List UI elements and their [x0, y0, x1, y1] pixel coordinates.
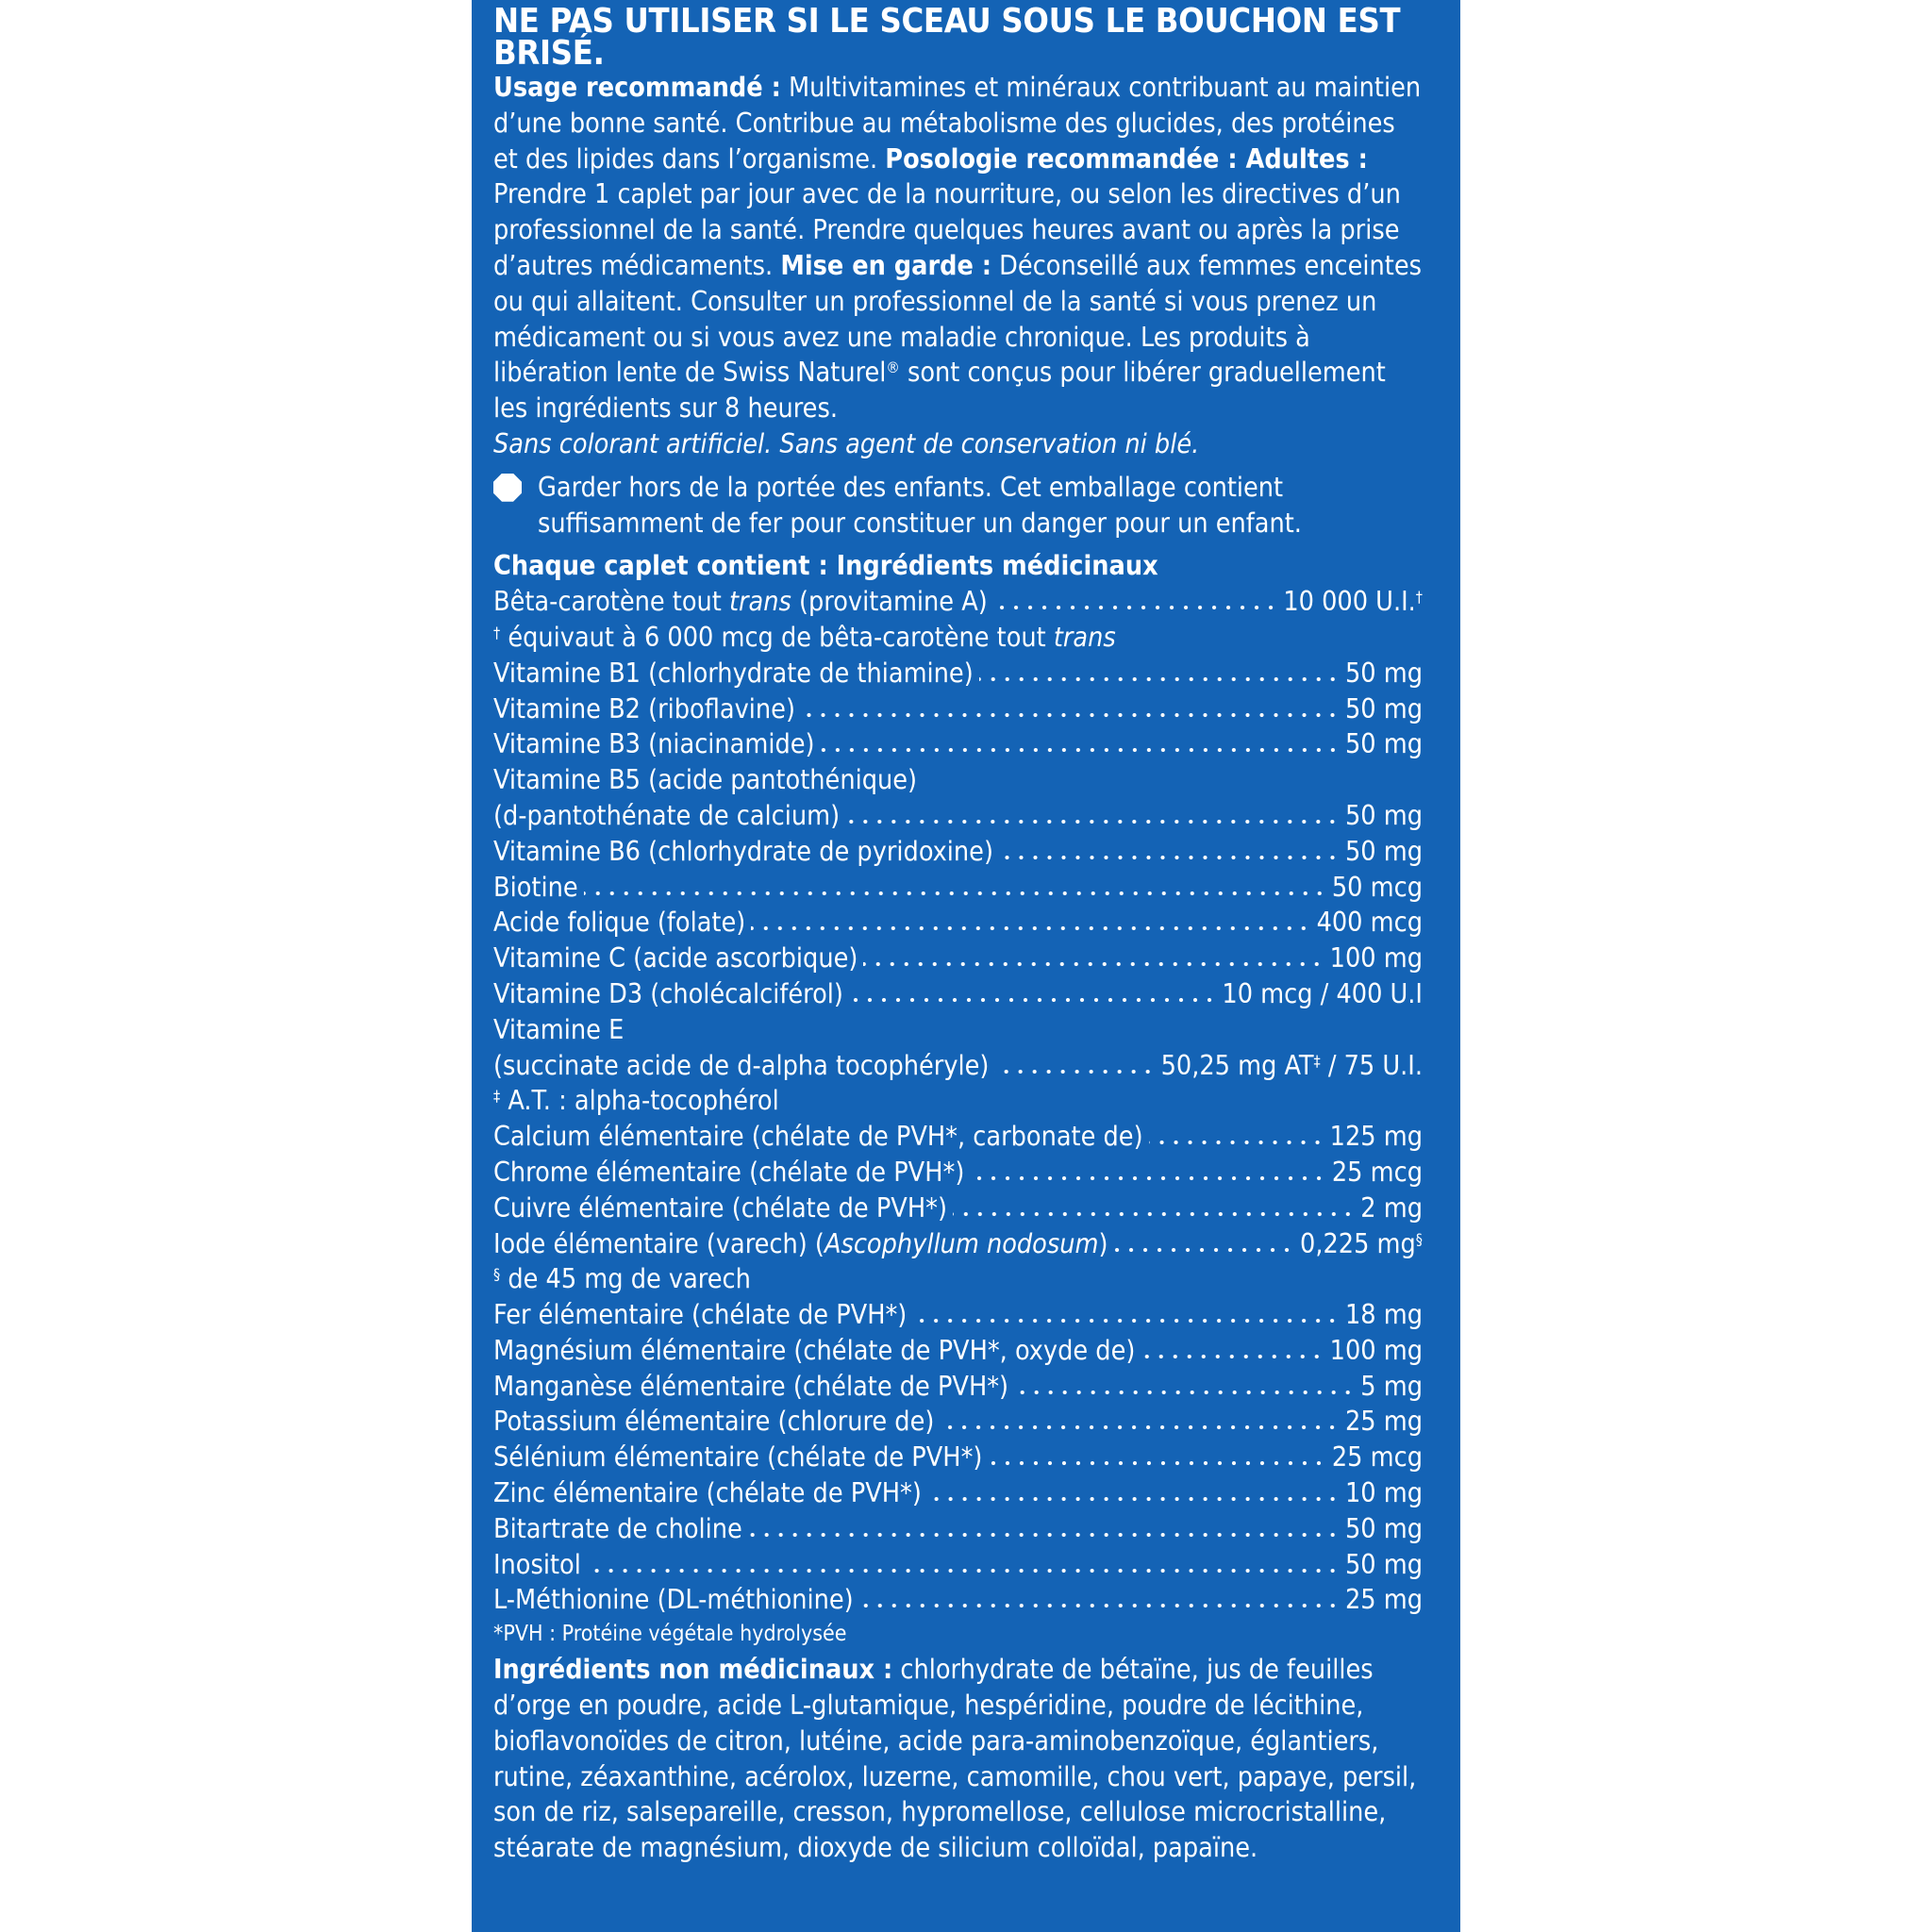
- note-italic: trans: [1053, 621, 1116, 653]
- ingredient-row-biotin: [493, 870, 1423, 906]
- footnote-mark: §: [1415, 1229, 1423, 1248]
- caution-text-end: sont conçus pour libérer graduellement les ingrédients sur 8 heures.: [493, 357, 1386, 425]
- dot-leader: [912, 1318, 1340, 1324]
- ingredient-name-end: (provitamine A): [791, 586, 988, 618]
- dot-leader: [584, 891, 1326, 896]
- usage-label: Usage recommandé :: [493, 72, 781, 103]
- ingredient-amount: 50 mcg: [1331, 871, 1423, 903]
- dot-leader: [748, 1532, 1340, 1538]
- ingredient-name: (succinate acide de d-alpha tocophéryle): [493, 1049, 990, 1081]
- ingredient-name: Calcium élémentaire (chélate de PVH*, carbonate de): [493, 1121, 1143, 1153]
- non-medicinal-ingredients: [493, 1652, 1423, 1866]
- dot-leader: [587, 1568, 1340, 1574]
- note-text: équivaut à 6 000 mcg de bêta-carotène tout: [500, 621, 1054, 653]
- ingredient-name: Vitamine B3 (niacinamide): [493, 728, 815, 760]
- ingredient-row-vitamin-d3: [493, 976, 1423, 1012]
- ingredient-amount: 50 mg: [1344, 1548, 1423, 1580]
- ingredients-heading: Chaque caplet contient : Ingrédients médicinaux: [493, 550, 1158, 582]
- ingredient-name: Vitamine B1 (chlorhydrate de thiamine): [493, 657, 974, 689]
- ingredient-row-iodine: [493, 1226, 1423, 1262]
- ingredient-row-magnesium: [493, 1333, 1423, 1369]
- ingredient-amount: 0,225 mg: [1300, 1227, 1416, 1259]
- dot-leader: [979, 676, 1340, 682]
- dot-leader: [1113, 1247, 1294, 1253]
- registered-mark: ®: [886, 358, 900, 377]
- ingredient-name: Vitamine C (acide ascorbique): [493, 942, 858, 974]
- pvh-footnote: *PVH : Protéine végétale hydrolysée: [493, 1622, 847, 1647]
- ingredient-name: Manganèse élémentaire (chélate de PVH*): [493, 1370, 1009, 1402]
- dot-leader: [849, 997, 1217, 1003]
- ingredient-row-selenium: [493, 1440, 1423, 1475]
- ingredient-amount: 100 mg: [1329, 1334, 1423, 1366]
- directions-block: [493, 70, 1423, 1866]
- ingredient-row-b2: [493, 691, 1423, 727]
- footnote-mark: †: [1415, 588, 1423, 607]
- ingredient-amount: 50 mg: [1344, 692, 1423, 724]
- ingredient-row-vitamin-c: [493, 941, 1423, 976]
- non-medicinal-label: Ingrédients non médicinaux :: [493, 1654, 893, 1686]
- ingredient-row-b1: [493, 656, 1423, 691]
- dot-leader: [993, 605, 1278, 610]
- ingredient-name-italic: Ascophyllum nodosum: [824, 1227, 1099, 1259]
- dot-leader: [1141, 1354, 1324, 1359]
- seal-warning: NE PAS UTILISER SI LE SCEAU SOUS LE BOUCHON EST BRISÉ.: [493, 2, 1401, 73]
- dot-leader: [953, 1211, 1355, 1217]
- beta-carotene-note: [493, 620, 1423, 656]
- ingredients-list: [493, 584, 1423, 1618]
- caution-label: Mise en garde :: [780, 249, 992, 281]
- ingredient-amount: 50 mg: [1344, 835, 1423, 867]
- ingredient-row-chromium: [493, 1155, 1423, 1191]
- ingredient-name: Potassium élémentaire (chlorure de): [493, 1406, 935, 1438]
- free-from-note: Sans colorant artificiel. Sans agent de conservation ni blé.: [493, 427, 1200, 459]
- child-warning: [493, 470, 1423, 541]
- footnote-mark: ‡: [1313, 1051, 1321, 1070]
- ingredient-name: Bitartrate de choline: [493, 1512, 742, 1544]
- ingredient-row-potassium: [493, 1404, 1423, 1440]
- ingredient-name: Inositol: [493, 1548, 581, 1580]
- ingredient-name: Chrome élémentaire (chélate de PVH*): [493, 1156, 965, 1188]
- ingredient-row-copper: [493, 1191, 1423, 1226]
- dot-leader: [845, 819, 1340, 824]
- ingredient-amount: 25 mcg: [1331, 1441, 1423, 1474]
- footnote-mark: ‡: [493, 1087, 501, 1106]
- dot-leader: [988, 1460, 1325, 1466]
- dot-leader: [1014, 1390, 1355, 1395]
- ingredient-row-iron: [493, 1297, 1423, 1333]
- ingredient-amount: 25 mg: [1344, 1406, 1423, 1438]
- ingredient-amount: 2 mg: [1360, 1191, 1423, 1224]
- ingredient-name: (d-pantothénate de calcium): [493, 799, 841, 831]
- dot-leader: [863, 961, 1324, 967]
- ingredient-row-choline: [493, 1511, 1423, 1547]
- note-text: A.T. : alpha-tocophérol: [500, 1085, 779, 1117]
- ingredient-name-end: ): [1098, 1227, 1108, 1259]
- ingredient-row-b6: [493, 834, 1423, 870]
- ingredient-name-italic: trans: [728, 586, 791, 618]
- ingredient-name: Vitamine B6 (chlorhydrate de pyridoxine): [493, 835, 993, 867]
- ingredient-row-beta-carotene: [493, 584, 1423, 620]
- dot-leader: [821, 747, 1340, 753]
- ingredient-amount: 10 mcg / 400 U.I: [1222, 977, 1423, 1009]
- note-text: de 45 mg de varech: [500, 1263, 751, 1295]
- ingredient-amount: 50,25 mg AT: [1160, 1049, 1314, 1081]
- ingredient-name: L-Méthionine (DL-méthionine): [493, 1584, 854, 1616]
- ingredient-amount: 50 mg: [1344, 657, 1423, 689]
- octagon-warning-icon: [493, 474, 522, 502]
- ingredient-row-inositol: [493, 1547, 1423, 1583]
- dosage-text: Prendre 1 caplet par jour avec de la nourriture, ou selon les directives d’un professionnel de la santé. Prendre quelques heures avant ou après la prise d’autres médicaments.: [493, 178, 1401, 281]
- directions-paragraph: [493, 70, 1423, 462]
- ingredient-row-calcium: [493, 1119, 1423, 1155]
- ingredient-name: Bêta-carotène tout: [493, 586, 729, 618]
- ingredient-name: Iode élémentaire (varech) (: [493, 1227, 824, 1259]
- ingredient-name: Sélénium élémentaire (chélate de PVH*): [493, 1441, 983, 1474]
- ingredient-amount: 50 mg: [1344, 728, 1423, 760]
- ingredient-amount: 100 mg: [1329, 942, 1423, 974]
- ingredient-amount-end: / 75 U.I.: [1320, 1049, 1423, 1081]
- dot-leader: [927, 1496, 1340, 1502]
- ingredient-amount: 25 mg: [1344, 1584, 1423, 1616]
- footnote-mark: †: [493, 623, 501, 641]
- ingredient-row-folic-acid: [493, 905, 1423, 941]
- vitamin-e-note: [493, 1083, 1423, 1119]
- caution-text: Déconseillé aux femmes enceintes ou qui allaitent. Consulter un professionnel de la santé si vous prenez un médicament ou si vous avez une maladie chronique. Les produits à libération lente de Swiss Naturel: [493, 249, 1422, 389]
- ingredient-vitamin-e-heading: Vitamine E: [493, 1013, 625, 1045]
- ingredient-name: Vitamine B2 (riboflavine): [493, 692, 795, 724]
- ingredient-b5-heading: Vitamine B5 (acide pantothénique): [493, 764, 918, 796]
- usage-text: Multivitamines et minéraux contribuant au maintien d’une bonne santé. Contribue au métabolisme des glucides, des protéines et des lipides dans l’organisme.: [493, 72, 1422, 175]
- ingredient-name: Acide folique (folate): [493, 907, 746, 939]
- ingredient-row-manganese: [493, 1369, 1423, 1405]
- dot-leader: [1149, 1140, 1324, 1145]
- ingredient-row-b5: [493, 798, 1423, 834]
- ingredient-name: Vitamine D3 (cholécalciférol): [493, 977, 843, 1009]
- ingredient-row-zinc: [493, 1475, 1423, 1511]
- dot-leader: [801, 712, 1340, 718]
- dot-leader: [970, 1175, 1326, 1181]
- ingredient-amount: 18 mg: [1344, 1299, 1423, 1331]
- ingredient-name: Zinc élémentaire (chélate de PVH*): [493, 1477, 922, 1509]
- ingredient-amount: 10 mg: [1344, 1477, 1423, 1509]
- ingredient-name: Fer élémentaire (chélate de PVH*): [493, 1299, 908, 1331]
- ingredient-amount: 125 mg: [1329, 1121, 1423, 1153]
- ingredient-amount: 10 000 U.I.: [1283, 586, 1416, 618]
- dot-leader: [999, 855, 1340, 860]
- ingredient-amount: 400 mcg: [1316, 907, 1423, 939]
- footnote-mark: §: [493, 1265, 501, 1284]
- dot-leader: [751, 925, 1310, 931]
- non-medicinal-text: chlorhydrate de bétaïne, jus de feuilles d’orge en poudre, acide L-glutamique, hespéridine, poudre de lécithine, bioflavonoïdes de citron, lutéine, acide para-aminobenzoïque, églantiers, rutine, zéaxanthine, acérolox, luzerne, camomille, chou vert, papaye, persil, son de riz, salsepareille, cresson, hypromellose, cellulose microcristalline, stéarate de magnésium, dioxyde de silicium colloïdal, papaïne.: [493, 1654, 1417, 1864]
- ingredient-row-vitamin-e: [493, 1048, 1423, 1084]
- ingredient-amount: 5 mg: [1360, 1370, 1423, 1402]
- ingredient-name: Cuivre élémentaire (chélate de PVH*): [493, 1191, 947, 1224]
- dot-leader: [994, 1069, 1155, 1074]
- ingredient-amount: 25 mcg: [1331, 1156, 1423, 1188]
- iodine-note: [493, 1261, 1423, 1297]
- ingredient-amount: 50 mg: [1344, 1512, 1423, 1544]
- child-warning-text: Garder hors de la portée des enfants. Cet emballage contient suffisamment de fer pour constituer un danger pour un enfant.: [538, 471, 1302, 539]
- dot-leader: [859, 1603, 1340, 1608]
- ingredient-name: Biotine: [493, 871, 578, 903]
- ingredient-row-methionine: [493, 1582, 1423, 1618]
- ingredient-name: Magnésium élémentaire (chélate de PVH*, oxyde de): [493, 1334, 1136, 1366]
- dosage-label: Posologie recommandée : Adultes :: [885, 142, 1368, 175]
- ingredient-row-b3: [493, 726, 1423, 762]
- label-panel: [472, 0, 1460, 1932]
- dot-leader: [940, 1424, 1340, 1430]
- ingredient-amount: 50 mg: [1344, 799, 1423, 831]
